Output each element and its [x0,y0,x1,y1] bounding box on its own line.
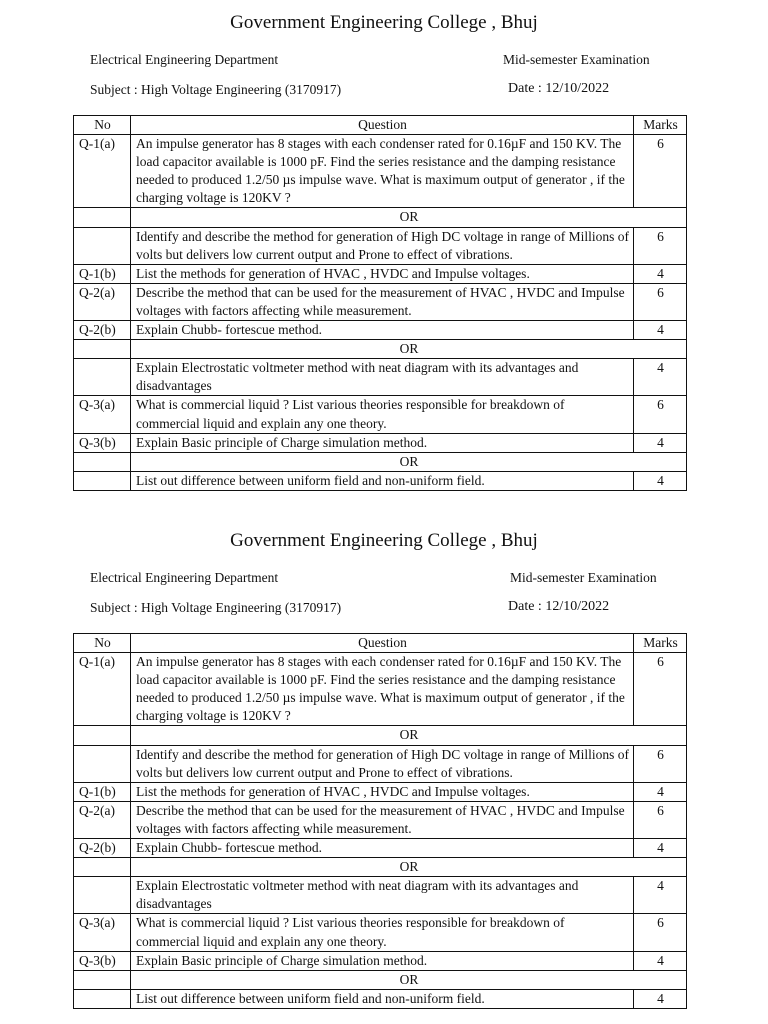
table-row [74,471,687,490]
question-text: What is commercial liquid ? List various theories responsible for breakdown of commercial liquid and explain any one theory. [131,914,634,951]
question-marks: 4 [634,951,687,970]
question-number: Q-3(b) [74,433,131,452]
table-row [74,782,687,801]
table-row [74,433,687,452]
subject-label: Subject : High Voltage Engineering (3170917) [90,600,342,615]
table-row [74,951,687,970]
question-table [73,115,687,491]
question-number: Q-3(a) [74,396,131,433]
question-marks: 4 [634,989,687,1008]
question-number [74,227,131,264]
row-number [74,452,131,471]
question-number [74,877,131,914]
question-marks: 4 [634,321,687,340]
table-row [74,801,687,838]
question-text: Explain Basic principle of Charge simulation method. [131,433,634,452]
question-text: Describe the method that can be used for the measurement of HVAC , HVDC and Impulse voltages with factors affecting while measurement. [131,283,634,320]
question-text: What is commercial liquid ? List various theories responsible for breakdown of commercial liquid and explain any one theory. [131,396,634,433]
question-text: An impulse generator has 8 stages with each condenser rated for 0.16µF and 150 KV. The load capacitor available is 1000 pF. Find the series resistance and the damping resistance needed to produced 1.2/50 µs impulse wave. What is maximum output of generator , if the charging voltage is 120KV ? [131,135,634,208]
question-text: Describe the method that can be used for the measurement of HVAC , HVDC and Impulse voltages with factors affecting while measurement. [131,801,634,838]
question-table [73,633,687,1009]
question-marks: 4 [634,433,687,452]
or-label: OR [131,208,687,227]
question-text: Explain Chubb- fortescue method. [131,839,634,858]
college-title: Government Engineering College , Bhuj [230,530,538,551]
question-marks: 4 [634,839,687,858]
exam-label: Mid-semester Examination [503,52,650,67]
question-text: List the methods for generation of HVAC , HVDC and Impulse voltages. [131,264,634,283]
question-marks: 4 [634,264,687,283]
or-separator-row [74,340,687,359]
table-row [74,745,687,782]
table-row [74,989,687,1008]
college-title: Government Engineering College , Bhuj [230,12,538,33]
row-number [74,726,131,745]
table-row [74,396,687,433]
question-number: Q-3(a) [74,914,131,951]
table-row [74,283,687,320]
or-label: OR [131,726,687,745]
header-marks: Marks [634,634,687,653]
question-number: Q-2(b) [74,839,131,858]
exam-date: Date : 12/10/2022 [508,81,610,96]
header-question: Question [131,116,634,135]
question-text: Explain Chubb- fortescue method. [131,321,634,340]
question-number [74,745,131,782]
question-number: Q-1(b) [74,782,131,801]
question-text: An impulse generator has 8 stages with each condenser rated for 0.16µF and 150 KV. The load capacitor available is 1000 pF. Find the series resistance and the damping resistance needed to produced 1.2/50 µs impulse wave. What is maximum output of generator , if the charging voltage is 120KV ? [131,653,634,726]
exam-label: Mid-semester Examination [510,570,657,585]
question-number: Q-1(a) [74,135,131,208]
or-label: OR [131,452,687,471]
or-separator-row [74,726,687,745]
table-row [74,227,687,264]
question-text: Identify and describe the method for generation of High DC voltage in range of Millions of volts but delivers low current output and Prone to effect of vibrations. [131,745,634,782]
table-header-row [74,116,687,135]
question-marks: 6 [634,653,687,726]
question-number: Q-1(a) [74,653,131,726]
header-no: No [74,634,131,653]
table-row [74,653,687,726]
question-marks: 6 [634,227,687,264]
question-text: List the methods for generation of HVAC , HVDC and Impulse voltages. [131,782,634,801]
question-number [74,359,131,396]
question-marks: 6 [634,283,687,320]
question-number: Q-1(b) [74,264,131,283]
question-marks: 6 [634,135,687,208]
table-row [74,264,687,283]
department-label: Electrical Engineering Department [90,52,279,67]
question-marks: 6 [634,914,687,951]
question-text: Identify and describe the method for generation of High DC voltage in range of Millions of volts but delivers low current output and Prone to effect of vibrations. [131,227,634,264]
question-text: Explain Electrostatic voltmeter method with neat diagram with its advantages and disadvantages [131,877,634,914]
question-marks: 6 [634,801,687,838]
table-row [74,135,687,208]
question-marks: 4 [634,782,687,801]
question-marks: 6 [634,745,687,782]
table-header-row [74,634,687,653]
row-number [74,208,131,227]
table-row [74,877,687,914]
department-label: Electrical Engineering Department [90,570,279,585]
question-number: Q-3(b) [74,951,131,970]
question-number: Q-2(a) [74,801,131,838]
or-separator-row [74,208,687,227]
header-marks: Marks [634,116,687,135]
question-marks: 4 [634,877,687,914]
table-row [74,839,687,858]
row-number [74,340,131,359]
question-marks: 4 [634,471,687,490]
row-number [74,970,131,989]
header-question: Question [131,634,634,653]
question-number: Q-2(a) [74,283,131,320]
or-separator-row [74,858,687,877]
question-marks: 4 [634,359,687,396]
table-row [74,321,687,340]
table-row [74,914,687,951]
question-number [74,989,131,1008]
or-label: OR [131,858,687,877]
question-number [74,471,131,490]
or-separator-row [74,452,687,471]
exam-date: Date : 12/10/2022 [508,599,610,614]
or-label: OR [131,970,687,989]
table-row [74,359,687,396]
question-text: List out difference between uniform field and non-uniform field. [131,989,634,1008]
or-separator-row [74,970,687,989]
question-number: Q-2(b) [74,321,131,340]
row-number [74,858,131,877]
or-label: OR [131,340,687,359]
subject-label: Subject : High Voltage Engineering (3170917) [90,82,342,97]
question-marks: 6 [634,396,687,433]
question-text: List out difference between uniform field and non-uniform field. [131,471,634,490]
question-text: Explain Electrostatic voltmeter method with neat diagram with its advantages and disadvantages [131,359,634,396]
header-no: No [74,116,131,135]
question-text: Explain Basic principle of Charge simulation method. [131,951,634,970]
